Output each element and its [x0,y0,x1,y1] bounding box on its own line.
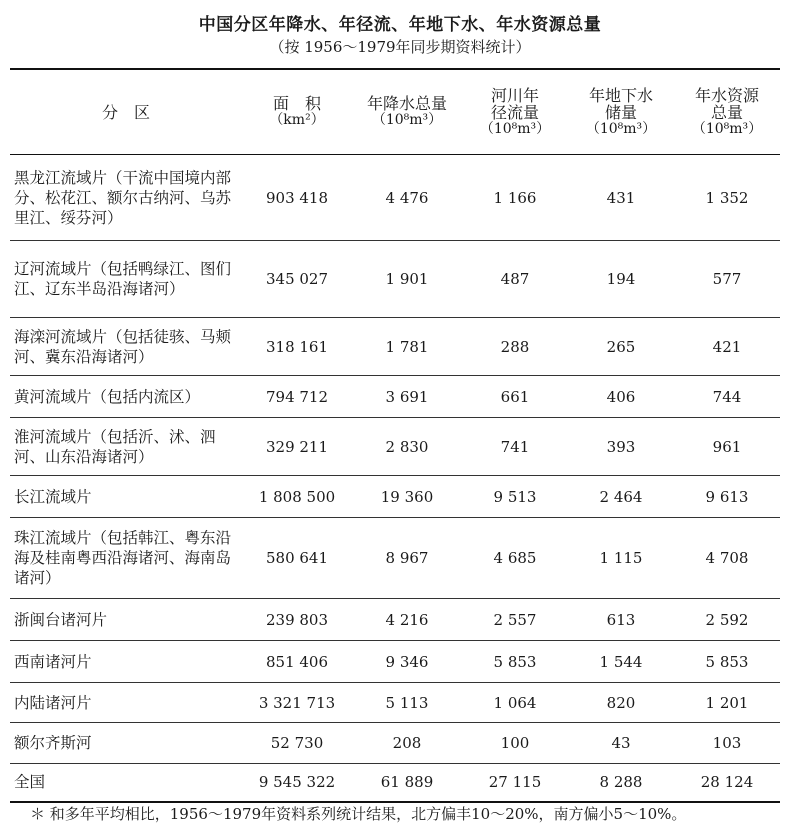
total-cell: 4 708 [674,518,780,599]
region-cell: 淮河流域片（包括沂、沭、泗河、山东沿海诸河） [10,418,242,476]
groundwater-cell: 2 464 [568,476,674,518]
total-cell: 5 853 [674,641,780,683]
region-cell: 黄河流域片（包括内流区） [10,376,242,418]
header-precipitation: 年降水总量 （10⁸m³） [352,69,462,155]
region-cell: 珠江流域片（包括韩江、粤东沿海及桂南粤西沿海诸河、海南岛诸河） [10,518,242,599]
region-cell: 辽河流域片（包括鸭绿江、图们江、辽东半岛沿海诸河） [10,241,242,318]
region-cell: 全国 [14,773,46,792]
table-row [10,155,780,241]
water-resources-table-container [10,68,780,803]
region-cell: 海滦河流域片（包括徒骇、马颊河、冀东沿海诸河） [10,318,242,376]
table-row [10,683,780,723]
header-total-resources: 年水资源 总量 （10⁸m³） [674,69,780,155]
footnote: ＊ 和多年平均相比，1956～1979年资料系列统计结果，北方偏丰10～20%，南方偏小5～10%。 [30,805,687,823]
table-row [10,641,780,683]
total-cell: 577 [674,241,780,318]
groundwater-cell: 406 [568,376,674,418]
total-cell: 1 352 [674,155,780,241]
runoff-cell: 100 [462,723,568,764]
region-cell: 内陆诸河片 [10,683,242,723]
groundwater-cell: 393 [568,418,674,476]
table-row-total [10,764,780,802]
area-cell: 580 641 [242,518,352,599]
total-cell: 103 [674,723,780,764]
water-resources-table [10,68,780,803]
total-cell: 9 613 [674,476,780,518]
precip-cell: 1 901 [352,241,462,318]
groundwater-cell: 194 [568,241,674,318]
runoff-cell: 5 853 [462,641,568,683]
runoff-cell: 741 [462,418,568,476]
header-runoff: 河川年 径流量 （10⁸m³） [462,69,568,155]
area-cell: 329 211 [242,418,352,476]
runoff-cell: 9 513 [462,476,568,518]
table-row [10,418,780,476]
groundwater-cell: 613 [568,599,674,641]
area-cell: 903 418 [242,155,352,241]
area-cell: 52 730 [242,723,352,764]
header-area: 面 积 （km²） [242,69,352,155]
total-cell: 421 [674,318,780,376]
runoff-cell: 487 [462,241,568,318]
precip-cell: 208 [352,723,462,764]
precip-cell: 8 967 [352,518,462,599]
area-cell: 9 545 322 [258,773,336,792]
page-title: 中国分区年降水、年径流、年地下水、年水资源总量 [198,15,602,35]
precip-cell: 19 360 [352,476,462,518]
area-cell: 794 712 [242,376,352,418]
total-cell: 961 [674,418,780,476]
runoff-cell: 1 166 [462,155,568,241]
table-row [10,241,780,318]
table-row [10,476,780,518]
runoff-cell: 4 685 [462,518,568,599]
header-region: 分 区 [10,69,242,155]
area-cell: 239 803 [242,599,352,641]
precip-cell: 61 889 [380,773,434,792]
region-cell: 黑龙江流域片（干流中国境内部分、松花江、额尔古纳河、乌苏里江、绥芬河） [10,155,242,241]
page-subtitle: （按 1956～1979年同步期资料统计） [269,38,531,56]
table-row [10,599,780,641]
groundwater-cell: 431 [568,155,674,241]
groundwater-cell: 43 [568,723,674,764]
region-cell: 额尔齐斯河 [10,723,242,764]
precip-cell: 9 346 [352,641,462,683]
table-row [10,318,780,376]
runoff-cell: 27 115 [488,773,542,792]
runoff-cell: 2 557 [462,599,568,641]
header-row [10,69,780,155]
runoff-cell: 661 [462,376,568,418]
region-cell: 西南诸河片 [10,641,242,683]
precip-cell: 4 476 [352,155,462,241]
groundwater-cell: 265 [568,318,674,376]
total-cell: 2 592 [674,599,780,641]
precip-cell: 3 691 [352,376,462,418]
precip-cell: 5 113 [352,683,462,723]
area-cell: 345 027 [242,241,352,318]
runoff-cell: 288 [462,318,568,376]
region-cell: 长江流域片 [10,476,242,518]
area-cell: 318 161 [242,318,352,376]
runoff-cell: 1 064 [462,683,568,723]
precip-cell: 2 830 [352,418,462,476]
groundwater-cell: 1 544 [568,641,674,683]
total-cell: 1 201 [674,683,780,723]
table-row [10,723,780,764]
precip-cell: 4 216 [352,599,462,641]
table-row [10,518,780,599]
total-cell: 744 [674,376,780,418]
groundwater-cell: 8 288 [599,773,643,792]
area-cell: 3 321 713 [242,683,352,723]
header-groundwater: 年地下水 储量 （10⁸m³） [568,69,674,155]
groundwater-cell: 820 [568,683,674,723]
precip-cell: 1 781 [352,318,462,376]
area-cell: 851 406 [242,641,352,683]
area-cell: 1 808 500 [242,476,352,518]
table-row [10,376,780,418]
region-cell: 浙闽台诸河片 [10,599,242,641]
total-cell: 28 124 [700,773,754,792]
groundwater-cell: 1 115 [568,518,674,599]
